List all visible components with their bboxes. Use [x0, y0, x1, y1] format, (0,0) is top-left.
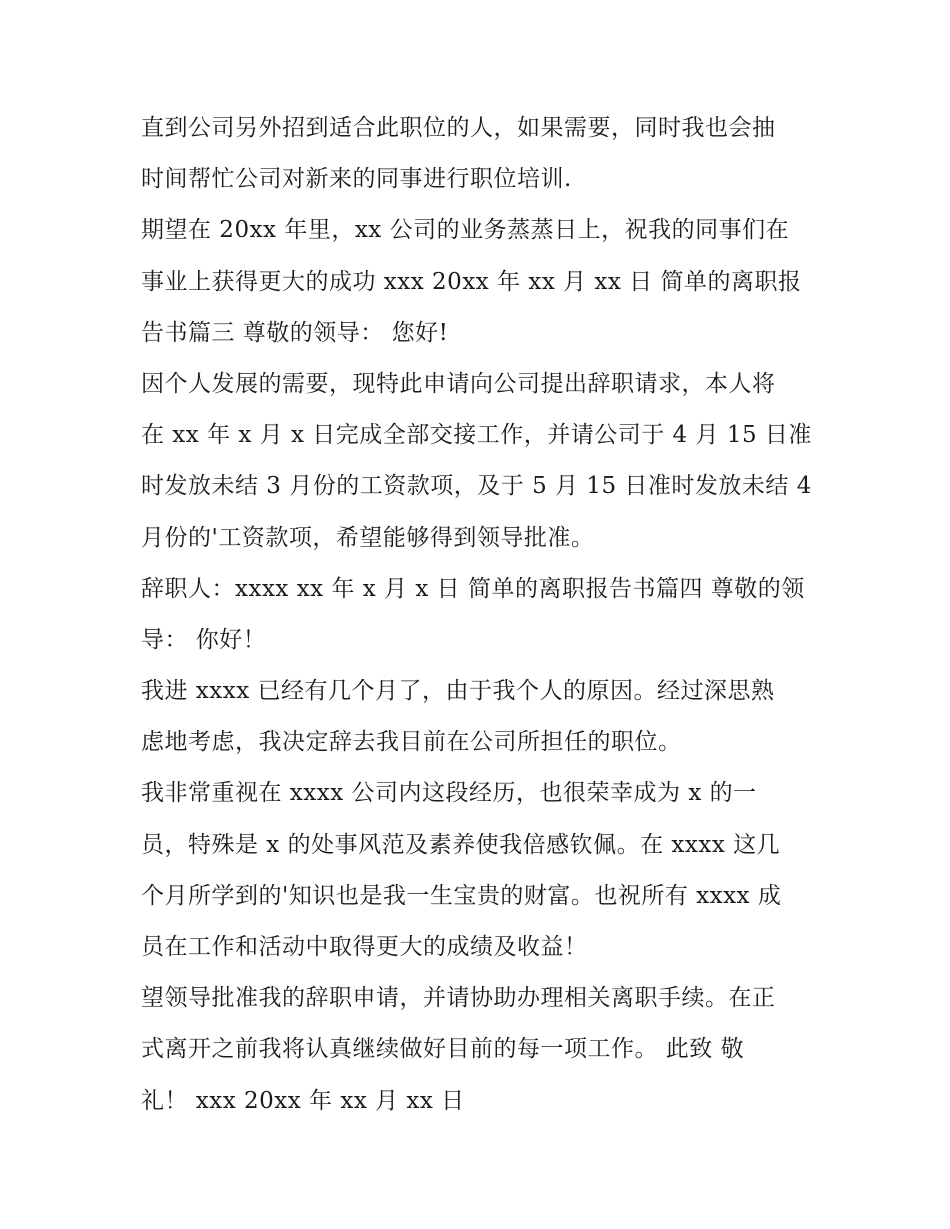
text-line: 虑地考虑，我决定辞去我目前在公司所担任的职位。: [141, 729, 682, 756]
text-line: 辞职人：xxxx xx 年 x 月 x 日 简单的离职报告书篇四 尊敬的领: [141, 575, 805, 602]
text-line: 时间帮忙公司对新来的同事进行职位培训.: [141, 166, 572, 193]
text-line: 直到公司另外招到适合此职位的人，如果需要，同时我也会抽: [141, 115, 776, 141]
text-line: 月份的'工资款项，希望能够得到领导批准。: [141, 524, 595, 551]
text-line: 式离开之前我将认真继续做好目前的每一项工作。 此致 敬: [141, 1036, 745, 1063]
text-line: 导： 你好！: [141, 626, 267, 653]
document-body: [141, 103, 821, 1127]
text-line: 因个人发展的需要，现特此申请向公司提出辞职请求，本人将: [141, 370, 776, 397]
text-line: 员在工作和活动中取得更大的成绩及收益！: [141, 934, 588, 960]
text-line: 我非常重视在 xxxx 公司内这段经历，也很荣幸成为 x 的一: [141, 780, 757, 807]
text-line: 员，特殊是 x 的处事风范及素养使我倍感钦佩。在 xxxx 这几: [141, 831, 781, 858]
text-line: 礼！ xxx 20xx 年 xx 月 xx 日: [141, 1087, 465, 1114]
text-line: 在 xx 年 x 月 x 日完成全部交接工作，并请公司于 4 月 15 日准: [141, 422, 812, 449]
text-line: 期望在 20xx 年里，xx 公司的业务蒸蒸日上，祝我的同事们在: [141, 217, 790, 244]
text-line: 事业上获得更大的成功 xxx 20xx 年 xx 月 xx 日 简单的离职报: [141, 268, 802, 295]
text-line: 告书篇三 尊敬的领导： 您好!: [141, 319, 449, 346]
text-line: 时发放未结 3 月份的工资款项，及于 5 月 15 日准时发放未结 4: [141, 473, 812, 500]
text-line: 个月所学到的'知识也是我一生宝贵的财富。也祝所有 xxxx 成: [141, 882, 782, 909]
text-line: 望领导批准我的辞职申请，并请协助办理相关离职手续。在正: [141, 985, 776, 1012]
text-line: 我进 xxxx 已经有几个月了，由于我个人的原因。经过深思熟: [141, 678, 775, 705]
